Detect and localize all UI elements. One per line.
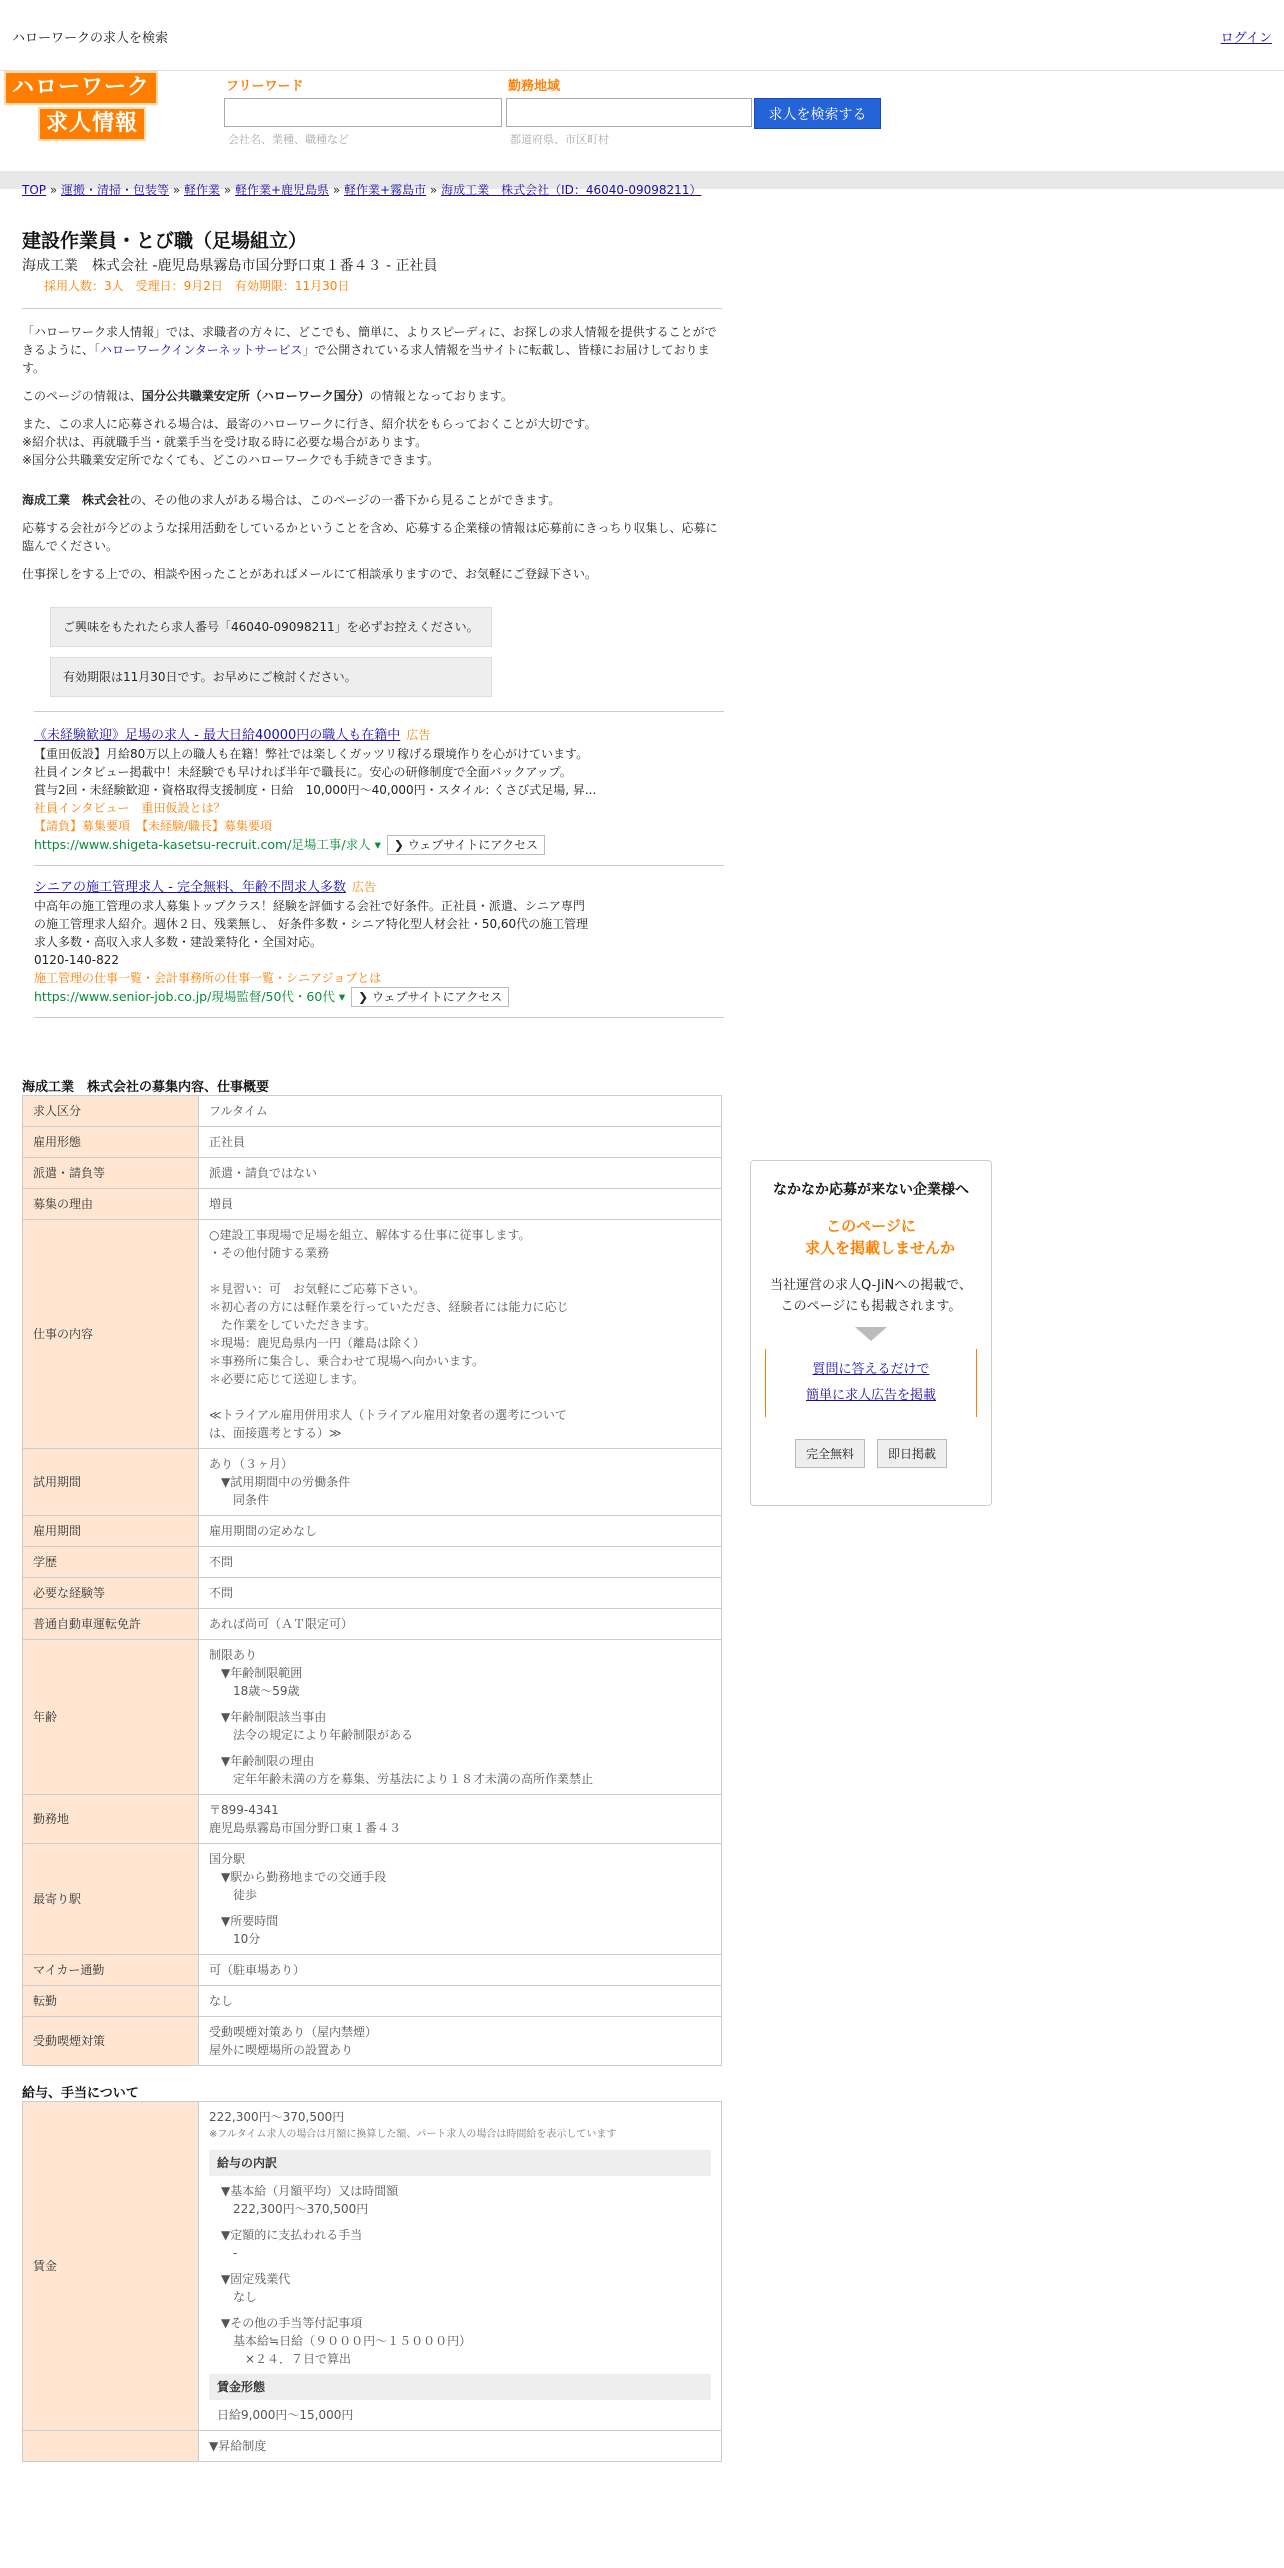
value-line: 222,300円〜370,500円 [233, 2202, 369, 2216]
row-value: フルタイム [199, 1096, 722, 1127]
ad-url-caret: ▾ [334, 989, 346, 1004]
row-value: 正社員 [199, 1127, 722, 1158]
salary-heading: 給与、手当について [22, 2086, 139, 2101]
area-hint: 都道府県、市区町村 [510, 133, 609, 146]
row-label: 年齢 [23, 1640, 199, 1795]
row-label: 雇用形態 [23, 1127, 199, 1158]
desc-line: ○建設工事現場で足場を組立、解体する仕事に従事します。 [209, 1228, 531, 1242]
salary-range: 222,300円〜370,500円 [209, 2110, 345, 2124]
login-link[interactable]: ログイン [1220, 31, 1272, 46]
ad-visit-label: ウェブサイトにアクセス [371, 990, 503, 1004]
desc-line: は、面接選考とする）≫ [209, 1426, 342, 1440]
ad-body: の施工管理求人紹介。週休２日、残業無し、 好条件多数・シニア特化型人材会社・50,60代の施工管理 [34, 917, 589, 931]
promo-links [765, 1349, 977, 1417]
promo-heading: なかなか応募が来ない企業様へ [773, 1182, 969, 1198]
breadcrumb-sep: » [220, 183, 235, 197]
ad-body: 求人多数・高収入求人多数・建設業特化・全国対応。 [34, 935, 323, 949]
value-line: 基本給≒日給（９０００円〜１５０００円） [233, 2334, 472, 2348]
desc-line: ・その他付随する業務 [209, 1246, 330, 1260]
ad-block [34, 726, 724, 855]
value-line: 同条件 [233, 1493, 270, 1507]
promo-link-questions[interactable]: 質問に答えるだけで [812, 1362, 930, 1377]
table-row [23, 1609, 722, 1640]
row-label: 普通自動車運転免許 [23, 1609, 199, 1640]
row-value: あれば尚可（ＡＴ限定可） [199, 1609, 722, 1640]
value-line: ▼試用期間中の労働条件 [221, 1475, 351, 1489]
ad-visit-label: ウェブサイトにアクセス [407, 838, 539, 852]
divider [34, 865, 724, 866]
table-row [23, 2431, 722, 2462]
intro-paragraph [22, 323, 722, 377]
table-row [23, 2017, 722, 2066]
row-label: 最寄り駅 [23, 1844, 199, 1955]
divider [22, 308, 722, 309]
row-value: 不問 [199, 1547, 722, 1578]
job-title: 建設作業員・とび職（足場組立） [22, 230, 308, 252]
main-content [22, 180, 722, 2462]
promo-description [751, 1275, 991, 1317]
ad-url[interactable]: https://www.senior-job.co.jp/現場監督/50代・60代 [34, 989, 335, 1004]
breadcrumb-category[interactable]: 運搬・清掃・包装等 [61, 183, 170, 197]
row-label: 派遣・請負等 [23, 1158, 199, 1189]
keyword-input[interactable] [224, 98, 502, 127]
keyword-label: フリーワード [226, 79, 304, 94]
free-badge[interactable]: 完全無料 [795, 1439, 865, 1468]
row-label: 募集の理由 [23, 1189, 199, 1220]
value-line: 定年年齢未満の方を募集、労基法により１８才未満の高所作業禁止 [233, 1772, 594, 1786]
value-line: 徒歩 [233, 1888, 258, 1902]
value-line: ▼定額的に支払われる手当 [221, 2228, 363, 2242]
source-paragraph [22, 387, 722, 405]
ad-title[interactable]: シニアの施工管理求人 - 完全無料、年齢不問求人多数 [34, 880, 346, 895]
divider [34, 1017, 724, 1018]
breadcrumb-top[interactable]: TOP [22, 183, 47, 197]
ad-tag: 広告 [351, 880, 376, 894]
value-line: あり（３ヶ月） [209, 1457, 294, 1471]
site-title: ハローワークの求人を検索 [12, 31, 169, 46]
area-input[interactable] [506, 98, 752, 127]
value-line: 屋外に喫煙場所の設置あり [209, 2043, 354, 2057]
ad-sitelinks[interactable]: 社員インタビュー 重田仮設とは？ [34, 801, 226, 815]
table-row [23, 1795, 722, 1844]
value-line: - [233, 2246, 238, 2260]
salary-table [22, 2101, 722, 2462]
breadcrumb-city[interactable]: 軽作業+霧島市 [344, 183, 427, 197]
referral-text: また、この求人に応募される場合は、最寄のハローワークに行き、紹介状をもらっておくことが大切です。 [22, 417, 597, 431]
advice-paragraph: 応募する会社が今どのような採用活動をしているかということを含め、応募する企業様の情報は応募前にきっちり収集し、応募に臨んでください。 [22, 521, 718, 553]
desc-line: ＊事務所に集合し、乗合わせて現場へ向かいます。 [209, 1354, 485, 1368]
breadcrumb-subcategory[interactable]: 軽作業 [184, 183, 221, 197]
row-label: 受動喫煙対策 [23, 2017, 199, 2066]
details-heading: 海成工業 株式会社の募集内容、仕事概要 [22, 1080, 270, 1095]
keyword-hint: 会社名、業種、職種など [228, 133, 349, 146]
breadcrumb-sep: » [169, 183, 184, 197]
table-row [23, 1955, 722, 1986]
row-label: 雇用期間 [23, 1516, 199, 1547]
ad-url-caret: ▾ [370, 837, 381, 852]
breadcrumb [22, 180, 722, 200]
value-line: 〒899-4341 [209, 1803, 279, 1817]
table-row [23, 1158, 722, 1189]
job-number-note: ご興味をもたれたら求人番号「46040-09098211」を必ずお控えください。 [50, 607, 492, 647]
ad-url[interactable]: https://www.shigeta-kasetsu-recruit.com/足場工事/求人 [34, 837, 371, 852]
row-label: 賃金 [23, 2102, 199, 2431]
advertise-promo-box [750, 1160, 992, 1506]
value-line: ▼年齢制限範囲 [221, 1666, 303, 1680]
desc-line: ＊初心者の方には軽作業を行っていただき、経験者には能力に応じ [209, 1300, 569, 1314]
table-row [23, 1844, 722, 1955]
other-jobs-paragraph [22, 491, 722, 509]
header [0, 71, 1284, 171]
value-line: 国分駅 [209, 1852, 246, 1866]
row-value [199, 2017, 722, 2066]
value-line: ▼その他の手当等付記事項 [221, 2316, 363, 2330]
promo-desc-line: このページにも掲載されます。 [780, 1299, 962, 1314]
value-line: 受動喫煙対策あり（屋内禁煙） [209, 2025, 378, 2039]
table-row [23, 1986, 722, 2017]
value-line: なし [233, 2290, 258, 2304]
source-office: 国分公共職業安定所（ハローワーク国分） [141, 389, 370, 403]
promo-catch [751, 1215, 991, 1259]
job-description [199, 1220, 722, 1449]
desc-line: た作業をしていただきます。 [209, 1318, 377, 1332]
desc-line: ＊現場：鹿児島県内一円（離島は除く） [209, 1336, 426, 1350]
ad-visit-button[interactable]: ❯ ウェブサイトにアクセス [351, 987, 509, 1007]
row-label: 試用期間 [23, 1449, 199, 1516]
logo-line1: ハローワーク [4, 71, 158, 105]
salary-note: ※フルタイム求人の場合は月額に換算した額、パート求人の場合は時間給を表示しています [209, 2129, 617, 2140]
row-value: なし [199, 1986, 722, 2017]
referral-paragraph [22, 415, 722, 469]
referral-note: ※国分公共職業安定所でなくても、どこのハローワークでも手続きできます。 [22, 453, 440, 467]
desc-line: ＊見習い：可 お気軽にご応募下さい。 [209, 1282, 426, 1296]
table-row [23, 1640, 722, 1795]
ad-sitelinks[interactable]: 【請負】募集要項 【未経験/職長】募集要項 [34, 819, 273, 833]
value-line: 法令の規定により年齢制限がある [233, 1728, 414, 1742]
row-value: 増員 [199, 1189, 722, 1220]
value-line: 鹿児島県霧島市国分野口東１番４３ [209, 1821, 402, 1835]
referral-note: ※紹介状は、再就職手当・就業手当を受け取る時に必要な場合があります。 [22, 435, 428, 449]
ad-body: 中高年の施工管理の求人募集トップクラス！経験を評価する会社で好条件。正社員・派遣、シニア専門 [34, 899, 585, 913]
value-line: ▼年齢制限該当事由 [221, 1710, 327, 1724]
job-meta: 採用人数：3人 受理日：9月2日 有効期限：11月30日 [44, 279, 350, 293]
breadcrumb-sep: » [46, 183, 61, 197]
row-label: 転勤 [23, 1986, 199, 2017]
table-row [23, 2102, 722, 2431]
source-text: このページの情報は、 [22, 389, 142, 403]
table-row [23, 1127, 722, 1158]
source-text: の情報となっております。 [369, 389, 513, 403]
row-value: ▼昇給制度 [199, 2431, 722, 2462]
table-row [23, 1449, 722, 1516]
row-label: 必要な経験等 [23, 1578, 199, 1609]
breadcrumb-company[interactable]: 海成工業 株式会社（ID：46040-09098211） [441, 183, 702, 197]
ad-phone[interactable]: 0120-140-822 [34, 953, 120, 967]
promo-badges [751, 1439, 991, 1468]
row-label: 勤務地 [23, 1795, 199, 1844]
ad-title[interactable]: 《未経験歓迎》足場の求人 - 最大日給40000円の職人も在籍中 [34, 728, 401, 743]
row-label: マイカー通勤 [23, 1955, 199, 1986]
table-row [23, 1578, 722, 1609]
search-button[interactable]: 求人を検索する [754, 98, 881, 129]
value-line: 10分 [233, 1932, 261, 1946]
ad-visit-button[interactable]: ❯ ウェブサイトにアクセス [387, 835, 545, 855]
intro-text: 「ハローワーク求人情報」では、求職者の方々に、どこでも、簡単に、よりスピーディに、お探しの求人情報を提供することができるように、「 [22, 325, 717, 357]
row-value: 雇用期間の定めなし [199, 1516, 722, 1547]
ad-block [34, 878, 724, 1007]
desc-blank [209, 1388, 711, 1406]
divider [34, 711, 724, 712]
breakdown-heading: 給与の内訳 [209, 2150, 711, 2176]
table-row [23, 1547, 722, 1578]
value-line: ×２４．７日で算出 [245, 2352, 352, 2366]
promo-catch-line: このページに [826, 1217, 916, 1235]
breadcrumb-pref[interactable]: 軽作業+鹿児島県 [235, 183, 330, 197]
ad-sitelinks[interactable]: 施工管理の仕事一覧・会計事務所の仕事一覧・シニアジョブとは [34, 971, 382, 985]
row-value [199, 1844, 722, 1955]
wage-form-value: 日給9,000円〜15,000円 [217, 2408, 354, 2422]
site-logo[interactable] [4, 71, 158, 141]
row-label: 学歴 [23, 1547, 199, 1578]
value-line: ▼年齢制限の理由 [221, 1754, 315, 1768]
down-arrow-icon [855, 1327, 887, 1341]
desc-line: ≪トライアル雇用併用求人（トライアル雇用対象者の選考について [209, 1408, 567, 1422]
row-value: 可（駐車場あり） [199, 1955, 722, 1986]
row-value [199, 1449, 722, 1516]
row-label [23, 2431, 199, 2462]
promo-link-post-ad[interactable]: 簡単に求人広告を掲載 [805, 1388, 936, 1403]
wage-form-heading: 賃金形態 [209, 2374, 711, 2400]
row-value [199, 1795, 722, 1844]
row-value [199, 1640, 722, 1795]
area-label: 勤務地域 [508, 79, 561, 94]
consult-paragraph: 仕事探しをする上での、相談や困ったことがあればメールにて相談承りますので、お気軽にご登録下さい。 [22, 567, 598, 581]
breadcrumb-sep: » [426, 183, 442, 197]
ad-body: 社員インタビュー掲載中！未経験でも早ければ半年で職長に。安心の研修制度で全面バックアップ。 [34, 765, 572, 779]
promo-desc-line: 当社運営の求人Q-JiNへの掲載で、 [770, 1278, 972, 1293]
company-name: 海成工業 株式会社 [22, 493, 131, 507]
same-day-badge[interactable]: 即日掲載 [877, 1439, 947, 1468]
value-line: 18歳〜59歳 [233, 1684, 300, 1698]
table-row [23, 1189, 722, 1220]
intro-text: 」で公開されている求人情報を当サイトに転載し、皆様にお届けしております。 [22, 343, 710, 375]
value-line: ▼固定残業代 [221, 2272, 291, 2286]
row-value [199, 2102, 722, 2431]
logo-line2: 求人情報 [38, 107, 146, 141]
table-row [23, 1220, 722, 1449]
value-line: ▼駅から勤務地までの交通手段 [221, 1870, 387, 1884]
row-value: 不問 [199, 1578, 722, 1609]
hellowork-service-link[interactable]: ハローワークインターネットサービス [100, 343, 303, 357]
breadcrumb-sep: » [329, 183, 345, 197]
promo-catch-line: 求人を掲載しませんか [804, 1239, 955, 1257]
value-line: ▼基本給（月額平均）又は時間額 [221, 2184, 399, 2198]
desc-line: ＊必要に応じて送迎します。 [209, 1372, 365, 1386]
row-label: 仕事の内容 [23, 1220, 199, 1449]
row-value: 派遣・請負ではない [199, 1158, 722, 1189]
other-jobs-text: の、その他の求人がある場合は、このページの一番下から見ることができます。 [130, 493, 561, 507]
ad-tag: 広告 [406, 728, 431, 742]
row-label: 求人区分 [23, 1096, 199, 1127]
expiry-note: 有効期限は11月30日です。お早めにご検討ください。 [50, 657, 492, 697]
value-line: ▼所要時間 [221, 1914, 279, 1928]
company-line: 海成工業 株式会社 -鹿児島県霧島市国分野口東１番４３ - 正社員 [22, 258, 438, 274]
top-bar [0, 0, 1284, 71]
desc-blank [209, 1262, 711, 1280]
value-line: 制限あり [209, 1648, 258, 1662]
details-table [22, 1095, 722, 2066]
table-row [23, 1096, 722, 1127]
ad-body: 賞与2回・未経験歓迎・資格取得支援制度・日給 10,000円～40,000円・スタイル: くさび式足場, 昇... [34, 783, 597, 797]
table-row [23, 1516, 722, 1547]
ad-body: 【重田仮設】月給80万以上の職人も在籍！弊社では楽しくガッツリ稼げる環境作りを心がけています。 [34, 747, 589, 761]
